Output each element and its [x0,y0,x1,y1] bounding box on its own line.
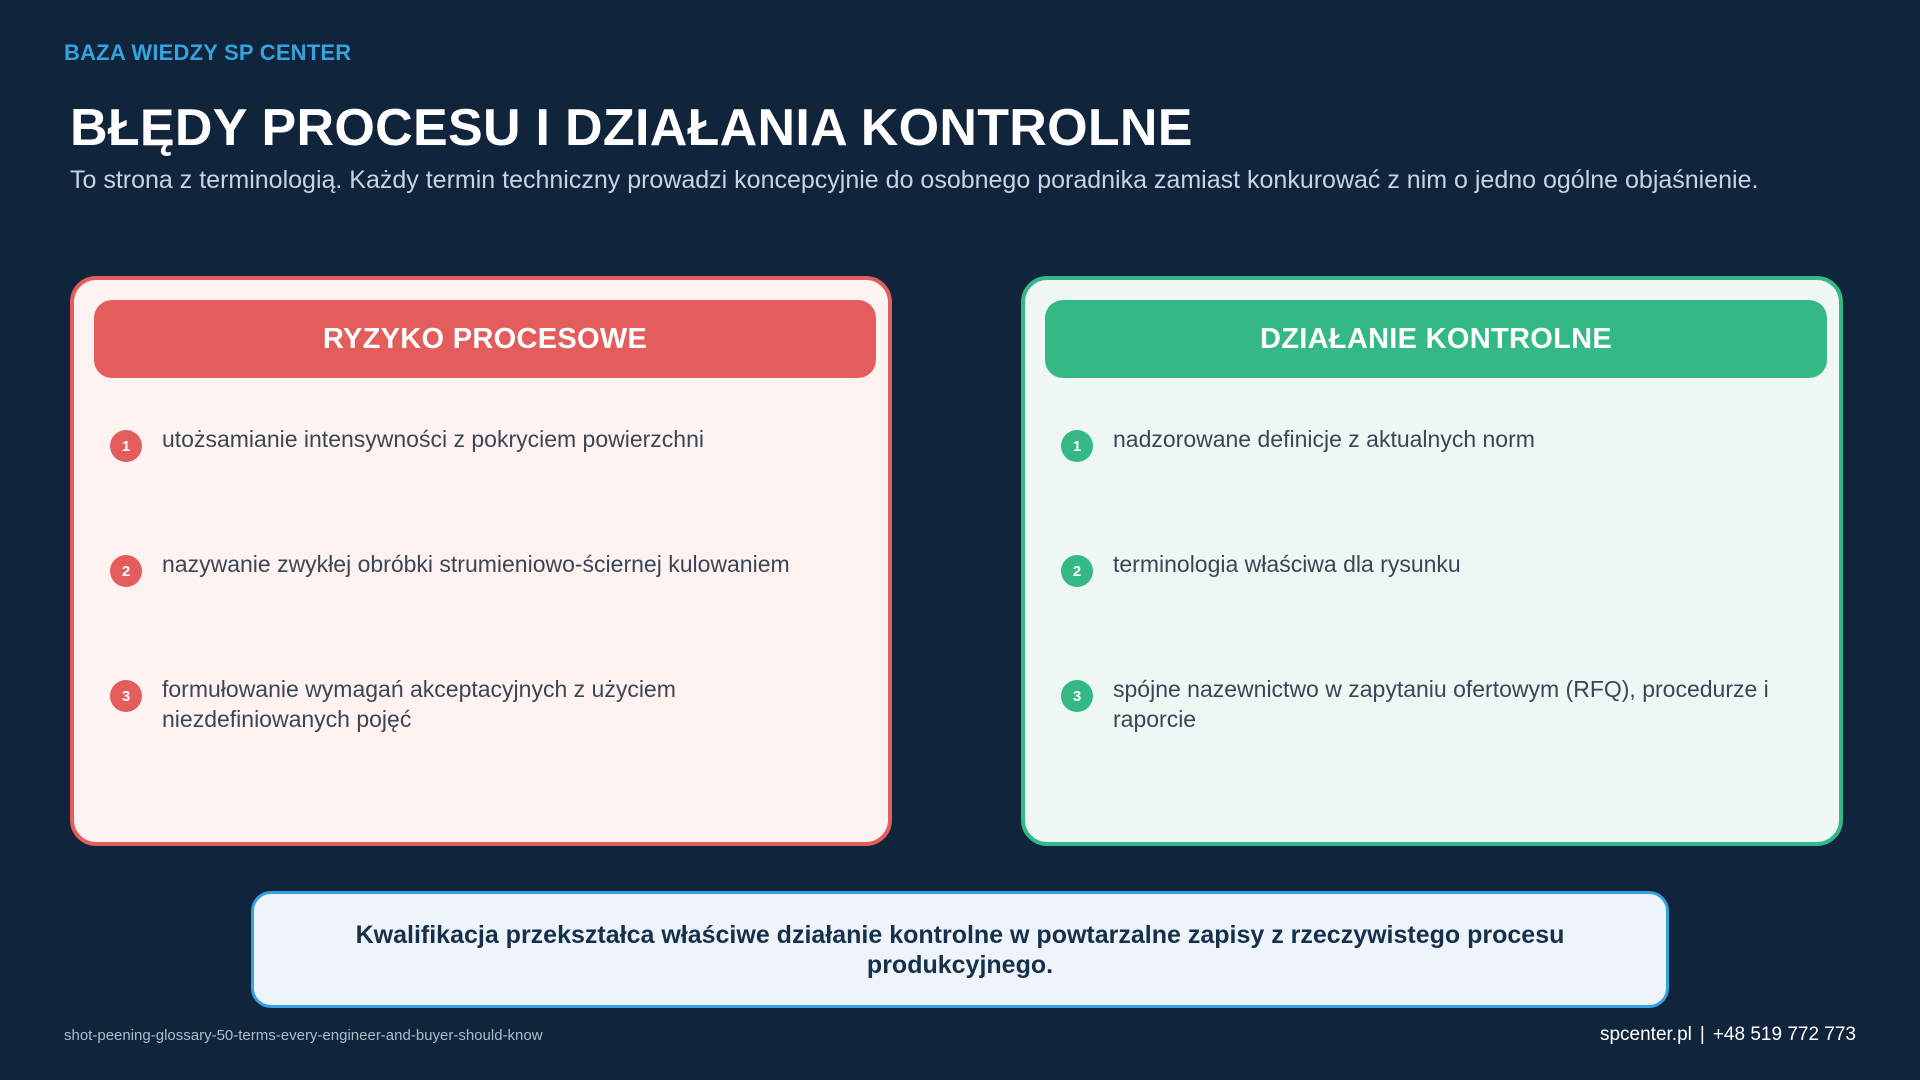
control-item-text: spójne nazewnictwo w zapytaniu ofertowym (RFQ), procedurze i raporcie [1113,676,1769,732]
summary-text: Kwalifikacja przekształca właściwe działanie kontrolne w powtarzalne zapisy z rzeczywistego procesu produkcyjnego. [355,920,1565,979]
number-badge: 3 [110,680,142,712]
knowledge-base-label: BAZA WIEDZY SP CENTER [64,40,352,65]
phone-number[interactable]: +48 519 772 773 [1712,1024,1856,1045]
risk-panel-heading: RYZYKO PROCESOWE [94,300,876,378]
risk-item-text: formułowanie wymagań akceptacyjnych z użyciem niezdefiniowanych pojęć [162,676,676,732]
number-badge: 1 [1061,430,1093,462]
number-badge: 1 [110,430,142,462]
number-badge: 2 [110,555,142,587]
control-item-text: terminologia właściwa dla rysunku [1113,551,1461,577]
contact-info [1600,1024,1856,1046]
risk-item-text: utożsamianie intensywności z pokryciem powierzchni [162,426,705,452]
risk-item-text: nazywanie zwykłej obróbki strumieniowo-ściernej kulowaniem [162,551,790,577]
number-badge: 3 [1061,680,1093,712]
control-panel-heading: DZIAŁANIE KONTROLNE [1045,300,1827,378]
summary-callout [251,891,1669,1008]
page-slug: shot-peening-glossary-50-terms-every-engineer-and-buyer-should-know [64,1027,543,1044]
website-link[interactable]: spcenter.pl [1599,1024,1692,1045]
number-badge: 2 [1061,555,1093,587]
control-panel [1021,276,1843,846]
page-title: BŁĘDY PROCESU I DZIAŁANIA KONTROLNE [70,99,1193,157]
footer-separator: | [1699,1024,1705,1045]
risk-panel [70,276,892,846]
control-item-text: nadzorowane definicje z aktualnych norm [1113,426,1535,452]
page-subtitle: To strona z terminologią. Każdy termin techniczny prowadzi koncepcyjnie do osobnego poradnika zamiast konkurować z nim o jedno ogólne objaśnienie. [70,166,1759,194]
